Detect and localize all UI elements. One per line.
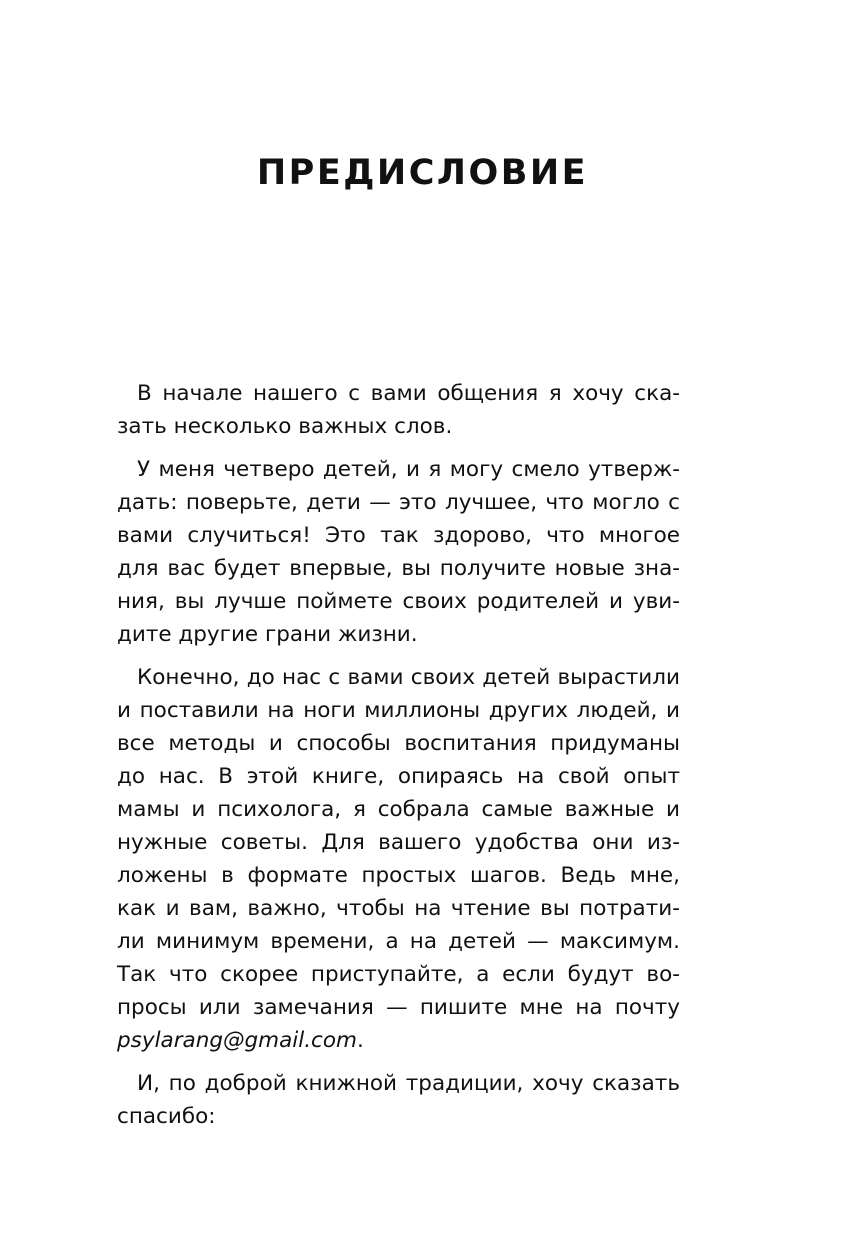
chapter-body — [117, 377, 680, 1143]
paragraph-methods — [117, 661, 680, 1057]
paragraph-children — [117, 453, 680, 651]
text-line: нужные советы. Для вашего удобства они из- — [117, 830, 680, 855]
text-line: спасибо: — [117, 1104, 216, 1129]
text-line: ложены в формате простых шагов. Ведь мне, — [117, 863, 680, 888]
email-link[interactable]: psylarang@gmail.com — [117, 1028, 357, 1053]
text-line: И, по доброй книжной традиции, хочу сказать — [137, 1071, 680, 1096]
text-line: для вас будет впервые, вы получите новые зна- — [117, 556, 680, 581]
text-line: ли минимум времени, а на детей — максимум. — [117, 929, 680, 954]
text-line: ния, вы лучше поймете своих родителей и уви- — [117, 589, 680, 614]
text-line: дите другие грани жизни. — [117, 622, 418, 647]
text-line: и поставили на ноги миллионы других людей, и — [117, 698, 680, 723]
text-line: дать: поверьте, дети — это лучшее, что могло с — [117, 490, 680, 515]
text-line: мамы и психолога, я собрала самые важные и — [117, 797, 680, 822]
text-line: зать несколько важных слов. — [117, 414, 453, 439]
chapter-title: ПРЕДИСЛОВИЕ — [256, 153, 589, 193]
paragraph-intro — [117, 377, 680, 443]
text-line: как и вам, важно, чтобы на чтение вы потрати- — [117, 896, 680, 921]
paragraph-thanks — [117, 1067, 680, 1133]
text-line: до нас. В этой книге, опираясь на свой опыт — [117, 764, 680, 789]
email-suffix: . — [356, 1028, 364, 1053]
text-line: вами случиться! Это так здорово, что многое — [117, 523, 680, 548]
text-line: В начале нашего с вами общения я хочу ска- — [137, 381, 680, 406]
text-line: все методы и способы воспитания придуманы — [117, 731, 680, 756]
text-line: Так что скорее приступайте, а если будут во- — [117, 962, 680, 987]
text-line: просы или замечания — пишите мне на почту — [117, 995, 680, 1020]
text-line: У меня четверо детей, и я могу смело утверж- — [137, 457, 680, 482]
text-line: Конечно, до нас с вами своих детей вырастили — [137, 665, 680, 690]
email-line — [117, 1024, 680, 1057]
